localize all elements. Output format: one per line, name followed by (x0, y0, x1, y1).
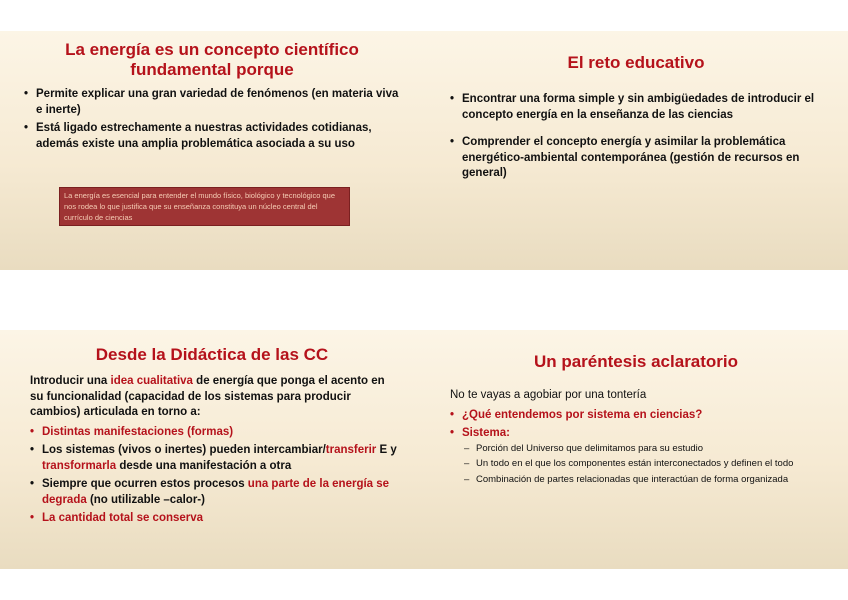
slide-body (24, 87, 402, 155)
list-item: • La cantidad total se conserva (30, 511, 400, 527)
highlight-text: transferir (325, 444, 377, 456)
list-item: • Comprender el concepto energía y asimilar la problemática energético-ambiental contemporánea (gestión de recursos en general) (450, 135, 822, 182)
intro-text: No te vayas a agobiar por una tontería (450, 389, 647, 401)
slide-clarification (424, 330, 848, 569)
slide-title: El reto educativo (567, 53, 705, 72)
sub-list-item: – Combinación de partes relacionadas que interactúan de forma organizada (462, 473, 824, 487)
list-item: • Permite explicar una gran variedad de fenómenos (en materia viva e inerte) (24, 87, 402, 118)
sub-list-item: – Porción del Universo que delimitamos para su estudio (462, 442, 824, 456)
slide-title: Un paréntesis aclaratorio (533, 352, 739, 371)
list-item: • ¿Qué entendemos por sistema en ciencias? (450, 408, 824, 424)
list-item: • Siempre que ocurren estos procesos una parte de la energía se degrada (no utilizable –calor-) (30, 477, 400, 508)
highlight-text: una parte de la energía se degrada (42, 478, 390, 506)
list-item: • Encontrar una forma simple y sin ambigüedades de introducir el concepto energía en la enseñanza de las ciencias (450, 92, 822, 123)
intro-text: Introducir una idea cualitativa de energía que ponga el acento en su funcionalidad (capacidad de los sistemas para producir cambios) articulada en torno a: (30, 375, 385, 418)
highlight-text: transformarla (42, 459, 117, 472)
slide-title: La energía es un concepto científico fundamental porque (65, 40, 359, 79)
slide-educational-challenge (424, 31, 848, 270)
sub-list (462, 442, 824, 487)
list-item: • Los sistemas (vivos o inertes) pueden intercambiar/transferir E y transformarla desde una manifestación a otra (30, 443, 400, 474)
slide-body (30, 374, 400, 530)
slide-energy-fundamental (0, 31, 424, 270)
list-item: • Distintas manifestaciones (formas) (30, 425, 400, 441)
slide-title: Desde la Didáctica de las CC (95, 345, 329, 364)
slide-body (450, 388, 824, 489)
slide-didactics (0, 330, 424, 569)
list-item: • Sistema: – Porción del Universo que delimitamos para su estudio – Un todo en el que los componentes están interconectados y definen el todo – Combinación de partes relacionadas que interactúan de forma organizada (450, 426, 824, 486)
list-item: • Está ligado estrechamente a nuestras actividades cotidianas, además existe una amplia problemática asociada a su uso (24, 121, 402, 152)
highlight-text: idea cualitativa (110, 375, 193, 387)
sub-list-item: – Un todo en el que los componentes están interconectados y definen el todo (462, 457, 824, 471)
note-box: La energía es esencial para entender el mundo físico, biológico y tecnológico que nos rodea lo que justifica que su enseñanza constituya un núcleo central del currículo de ciencias (59, 187, 350, 226)
slide-body (450, 92, 822, 185)
